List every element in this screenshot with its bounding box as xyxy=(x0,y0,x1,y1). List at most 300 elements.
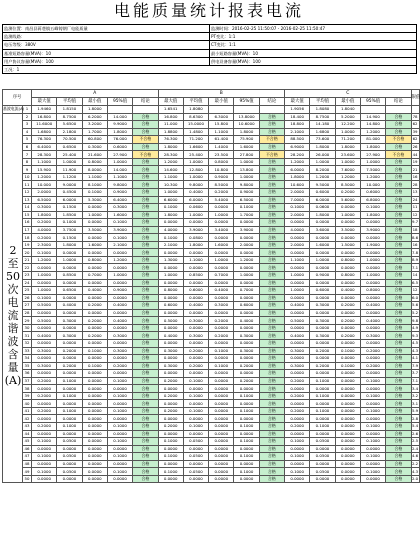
cell-b-3: 10.800 xyxy=(209,166,234,174)
cell-a-1: 0.1000 xyxy=(32,294,57,302)
cell-c-5: 合格 xyxy=(386,158,411,166)
limit-value: 18 xyxy=(412,227,418,233)
cell-b-3: 0.0000 xyxy=(209,339,234,347)
cell-c-1: 28.200 xyxy=(285,151,310,159)
cell-a-3: 60.800 xyxy=(82,136,107,144)
table-row xyxy=(3,362,420,370)
cell-c-4: 1.2000 xyxy=(360,173,385,181)
cell-b-5: 合格 xyxy=(259,211,284,219)
cell-c-2: 0.0500 xyxy=(310,468,335,476)
cell-a-1: 1.8000 xyxy=(32,211,57,219)
cell-b-2: 0.8500 xyxy=(183,272,208,280)
cell-b-1: 0.1000 xyxy=(158,453,183,461)
harmonic-order: 22 xyxy=(23,264,32,272)
cell-a-2: 0.4000 xyxy=(57,302,82,310)
cell-c-4: 1.8000 xyxy=(360,143,385,151)
limit-value: 3.2 xyxy=(411,393,419,399)
cell-c-5: 合格 xyxy=(386,407,411,415)
cell-c-4: 0.0000 xyxy=(360,355,385,363)
harmonic-order: 8 xyxy=(23,158,32,166)
harmonic-table xyxy=(2,89,420,483)
cell-c-1: 0.2000 xyxy=(285,422,310,430)
cell-b-1: 0.1000 xyxy=(158,438,183,446)
limit-value: 21 xyxy=(412,166,418,172)
limit-value: 44 xyxy=(412,151,418,157)
cell-c-1: 0.0000 xyxy=(285,339,310,347)
cell-c-4: 0.0000 xyxy=(360,234,385,242)
cell-a-2: 0.1000 xyxy=(57,377,82,385)
cell-b-5: 合格 xyxy=(259,377,284,385)
cell-b-1: 2.1000 xyxy=(158,241,183,249)
cell-c-5: 合格 xyxy=(386,370,411,378)
cell-b-4: 0.4000 xyxy=(234,317,259,325)
cell-c-3: 1.0000 xyxy=(335,211,360,219)
info-time: 监测时间：2016-02-25 11:50:07 - 2016-02-25 11:50:47 xyxy=(210,25,417,33)
limit-value: 4.6 xyxy=(411,453,419,459)
cell-a-1: 0.2000 xyxy=(32,234,57,242)
harmonic-order: 27 xyxy=(23,302,32,310)
header-sub-4: 95%值 xyxy=(107,98,132,106)
cell-a-2: 0.0000 xyxy=(57,294,82,302)
harmonic-order: 10 xyxy=(23,173,32,181)
cell-a-3: 0.0000 xyxy=(82,339,107,347)
cell-c-4 xyxy=(360,106,385,114)
cell-a-5: 合格 xyxy=(133,158,158,166)
cell-a-2: 0.1000 xyxy=(57,422,82,430)
cell-c-1: 0.3000 xyxy=(285,362,310,370)
cell-b-5: 合格 xyxy=(259,453,284,461)
table-row xyxy=(3,407,420,415)
cell-a-5: 合格 xyxy=(133,249,158,257)
cell-b-3: 0.8000 xyxy=(209,158,234,166)
cell-b-1: 0.2000 xyxy=(158,422,183,430)
cell-c-3: 0.0000 xyxy=(335,355,360,363)
cell-a-3: 0.0000 xyxy=(82,460,107,468)
cell-b-1: 1.8800 xyxy=(158,128,183,136)
cell-b-5: 不合格 xyxy=(259,136,284,144)
cell-c-2: 0.0000 xyxy=(310,415,335,423)
cell-b-2: 0.0500 xyxy=(183,438,208,446)
cell-c-4: 0.1000 xyxy=(360,422,385,430)
harmonic-order: 33 xyxy=(23,347,32,355)
cell-a-5: 合格 xyxy=(133,317,158,325)
table-row xyxy=(3,264,420,272)
cell-c-5: 合格 xyxy=(386,272,411,280)
cell-a-4: 0.0000 xyxy=(107,324,132,332)
cell-a-2: 0.1000 xyxy=(57,219,82,227)
report-title: 电能质量统计报表电流 xyxy=(113,1,304,20)
cell-a-5: 合格 xyxy=(133,234,158,242)
cell-c-2: 0.0000 xyxy=(310,249,335,257)
cell-b-1: 0.6000 xyxy=(158,302,183,310)
cell-b-4: 75.900 xyxy=(234,136,259,144)
info-ct: CT变比：1:1 xyxy=(210,41,417,49)
cell-b-4: 0.0000 xyxy=(234,264,259,272)
cell-b-2: 0.0000 xyxy=(183,460,208,468)
cell-c-4: 3.9000 xyxy=(360,226,385,234)
cell-b-3 xyxy=(209,106,234,114)
cell-b-1: 1.8000 xyxy=(158,143,183,151)
cell-c-2: 0.0500 xyxy=(310,453,335,461)
cell-b-2: 1.4800 xyxy=(183,128,208,136)
cell-b-5: 合格 xyxy=(259,430,284,438)
cell-a-5: 合格 xyxy=(133,370,158,378)
cell-c-3: 0.0000 xyxy=(335,339,360,347)
cell-a-5: 合格 xyxy=(133,438,158,446)
cell-b-2: 0.0000 xyxy=(183,445,208,453)
harmonic-order: 1 xyxy=(23,106,32,114)
cell-a-4: 3.9000 xyxy=(107,226,132,234)
cell-a-1: 0.1000 xyxy=(32,438,57,446)
cell-b-5: 合格 xyxy=(259,445,284,453)
cell-a-3: 0.1000 xyxy=(82,347,107,355)
harmonic-order: 31 xyxy=(23,332,32,340)
cell-b-4: 13.8000 xyxy=(234,113,259,121)
cell-b-1: 0.4000 xyxy=(158,332,183,340)
side-label-char: (A) xyxy=(4,374,22,387)
limit-value: 16 xyxy=(412,174,418,180)
header-sub-4: 95%值 xyxy=(234,98,259,106)
cell-a-4: 1.0000 xyxy=(107,158,132,166)
cell-c-1: 1.2000 xyxy=(285,158,310,166)
limit-value: 9.7 xyxy=(411,219,419,225)
cell-b-2: 6.0000 xyxy=(183,196,208,204)
cell-c-4: 0.6000 xyxy=(360,189,385,197)
harmonic-order: 4 xyxy=(23,128,32,136)
info-supply-cap: 供电设备容量(MVA)：100 xyxy=(210,57,417,65)
cell-b-5: 合格 xyxy=(259,324,284,332)
cell-a-3: 1.1000 xyxy=(82,173,107,181)
harmonic-order: 19 xyxy=(23,241,32,249)
cell-a-2: 0.0000 xyxy=(57,339,82,347)
cell-a-4: 0.3000 xyxy=(107,347,132,355)
cell-a-4: 0.9000 xyxy=(107,287,132,295)
cell-b-4: 1.8000 xyxy=(234,128,259,136)
harmonic-order: 21 xyxy=(23,256,32,264)
cell-c-5: 合格 xyxy=(386,468,411,476)
header-limit: 限值 xyxy=(411,90,419,106)
table-row xyxy=(3,445,420,453)
cell-c-3: 12.200 xyxy=(335,121,360,129)
cell-c-4: 14.800 xyxy=(360,121,385,129)
cell-b-4: 0.0000 xyxy=(234,355,259,363)
limit-value: 6.5 xyxy=(411,279,419,285)
cell-c-1: 0.1000 xyxy=(285,438,310,446)
cell-c-3: 0.8000 xyxy=(335,256,360,264)
cell-c-2: 0.0000 xyxy=(310,400,335,408)
cell-a-1: 0.0000 xyxy=(32,264,57,272)
cell-b-2: 0.1000 xyxy=(183,392,208,400)
cell-a-5: 合格 xyxy=(133,347,158,355)
harmonic-order: 13 xyxy=(23,196,32,204)
cell-b-2: 0.2000 xyxy=(183,347,208,355)
cell-a-1: 2.0000 xyxy=(32,189,57,197)
cell-c-1: 18.800 xyxy=(285,121,310,129)
cell-b-1: 0.0000 xyxy=(158,294,183,302)
cell-c-2: 1.6800 xyxy=(310,128,335,136)
header-item: 序号 xyxy=(3,90,32,106)
cell-b-1: 0.2000 xyxy=(158,407,183,415)
cell-c-5: 合格 xyxy=(386,113,411,121)
cell-c-1: 0.0000 xyxy=(285,400,310,408)
cell-a-3: 0.0000 xyxy=(82,324,107,332)
cell-a-3: 0.0000 xyxy=(82,355,107,363)
cell-a-4: 6.4000 xyxy=(107,196,132,204)
cell-a-3: 8.0000 xyxy=(82,166,107,174)
cell-b-1: 0.0000 xyxy=(158,445,183,453)
cell-b-5: 合格 xyxy=(259,422,284,430)
cell-b-5: 合格 xyxy=(259,302,284,310)
cell-b-5: 合格 xyxy=(259,196,284,204)
cell-a-1: 10.000 xyxy=(32,181,57,189)
cell-b-1: 0.0000 xyxy=(158,370,183,378)
cell-c-2: 1.0000 xyxy=(310,256,335,264)
cell-b-1: 76.300 xyxy=(158,136,183,144)
cell-c-5: 合格 xyxy=(386,339,411,347)
cell-a-4: 0.1000 xyxy=(107,422,132,430)
cell-b-3: 0.1000 xyxy=(209,347,234,355)
info-voltage: 电压等级：380V xyxy=(3,41,210,49)
cell-c-2: 0.6000 xyxy=(310,287,335,295)
cell-b-2: 15.0000 xyxy=(183,121,208,129)
cell-c-1: 0.1000 xyxy=(285,453,310,461)
harmonic-order: 9 xyxy=(23,166,32,174)
cell-c-1: 0.0000 xyxy=(285,219,310,227)
cell-a-2: 2.1800 xyxy=(57,128,82,136)
cell-c-2: 0.0000 xyxy=(310,234,335,242)
cell-b-3: 1.1000 xyxy=(209,128,234,136)
cell-c-5: 合格 xyxy=(386,234,411,242)
cell-b-3: 0.0000 xyxy=(209,468,234,476)
cell-b-2: 0.3000 xyxy=(183,317,208,325)
cell-a-1: 0.0000 xyxy=(32,475,57,483)
cell-c-5: 合格 xyxy=(386,121,411,129)
cell-a-4: 9.8000 xyxy=(107,181,132,189)
cell-a-2: 0.0000 xyxy=(57,460,82,468)
cell-b-4: 0.0000 xyxy=(234,234,259,242)
cell-c-5: 合格 xyxy=(386,422,411,430)
cell-b-5: 合格 xyxy=(259,226,284,234)
cell-a-5: 合格 xyxy=(133,226,158,234)
cell-c-5: 合格 xyxy=(386,204,411,212)
cell-a-3: 0.0000 xyxy=(82,370,107,378)
cell-a-5: 合格 xyxy=(133,173,158,181)
header-sub-4: 95%值 xyxy=(360,98,385,106)
cell-b-4 xyxy=(234,106,259,114)
limit-value: 62 xyxy=(412,136,418,142)
cell-b-4: 10.6000 xyxy=(234,121,259,129)
cell-a-5: 合格 xyxy=(133,468,158,476)
cell-c-3: 23.600 xyxy=(335,151,360,159)
cell-a-5: 合格 xyxy=(133,211,158,219)
cell-b-2: 1.0000 xyxy=(183,158,208,166)
cell-b-5: 合格 xyxy=(259,460,284,468)
limit-value: 39 xyxy=(412,128,418,134)
cell-b-2: 0.0000 xyxy=(183,415,208,423)
cell-c-5: 合格 xyxy=(386,241,411,249)
cell-c-2: 26.000 xyxy=(310,151,335,159)
cell-c-4: 0.0000 xyxy=(360,445,385,453)
cell-a-1: 0.1000 xyxy=(32,249,57,257)
side-label-char: 谐 xyxy=(7,322,19,335)
harmonic-order: 37 xyxy=(23,377,32,385)
cell-c-4: 0.4000 xyxy=(360,317,385,325)
cell-c-4: 10.000 xyxy=(360,181,385,189)
harmonic-order: 47 xyxy=(23,453,32,461)
cell-c-2: 0.1000 xyxy=(310,392,335,400)
cell-a-4: 2.1000 xyxy=(107,241,132,249)
table-row xyxy=(3,196,420,204)
harmonic-order: 48 xyxy=(23,460,32,468)
cell-c-3: 1.8000 xyxy=(335,143,360,151)
cell-c-3: 0.0000 xyxy=(335,370,360,378)
cell-b-1: 6.6000 xyxy=(158,196,183,204)
cell-b-1: 1.1000 xyxy=(158,173,183,181)
cell-b-2: 0.0500 xyxy=(183,468,208,476)
cell-c-1: 0.0000 xyxy=(285,324,310,332)
cell-c-4: 0.0000 xyxy=(360,370,385,378)
cell-b-2: 0.0000 xyxy=(183,370,208,378)
cell-b-5: 合格 xyxy=(259,339,284,347)
limit-value: 5.2 xyxy=(411,310,419,316)
limit-value: 5.6 xyxy=(411,302,419,308)
cell-a-4: 0.0000 xyxy=(107,400,132,408)
harmonic-order: 11 xyxy=(23,181,32,189)
cell-a-3: 0.1000 xyxy=(82,189,107,197)
cell-c-5: 合格 xyxy=(386,181,411,189)
side-label-char: 流 xyxy=(7,309,19,322)
cell-a-5: 合格 xyxy=(133,219,158,227)
cell-b-4: 0.3000 xyxy=(234,332,259,340)
cell-a-3: 3.2000 xyxy=(82,121,107,129)
cell-b-3: 0.0000 xyxy=(209,415,234,423)
cell-b-1: 0.0000 xyxy=(158,385,183,393)
cell-c-3: 0.0000 xyxy=(335,430,360,438)
table-row xyxy=(3,219,420,227)
cell-b-3: 0.0000 xyxy=(209,219,234,227)
cell-c-4: 0.0000 xyxy=(360,279,385,287)
cell-a-4: 1.6000 xyxy=(107,211,132,219)
harmonic-order: 45 xyxy=(23,438,32,446)
cell-a-4: 9.9000 xyxy=(107,121,132,129)
cell-a-4: 0.1000 xyxy=(107,438,132,446)
cell-c-3: 0.0000 xyxy=(335,438,360,446)
limit-value: 2.6 xyxy=(411,430,419,436)
cell-c-1: 1.0000 xyxy=(285,287,310,295)
cell-b-5: 合格 xyxy=(259,219,284,227)
cell-a-3: 0.8000 xyxy=(82,256,107,264)
limit-value: 28 xyxy=(412,181,418,187)
cell-c-3: 0.0000 xyxy=(335,392,360,400)
limit-value: 2.8 xyxy=(411,415,419,421)
cell-b-1: 0.5000 xyxy=(158,317,183,325)
cell-a-5: 合格 xyxy=(133,385,158,393)
side-label-char: 次 xyxy=(7,283,19,296)
cell-c-2: 1.2000 xyxy=(310,173,335,181)
cell-c-1: 0.4000 xyxy=(285,332,310,340)
cell-c-5: 合格 xyxy=(386,219,411,227)
cell-a-4: 0.1000 xyxy=(107,234,132,242)
cell-b-1: 0.0000 xyxy=(158,339,183,347)
cell-c-3: 8.5000 xyxy=(335,181,360,189)
table-row xyxy=(3,453,420,461)
header-phase-c: C xyxy=(285,90,412,98)
cell-c-1: 0.5000 xyxy=(285,317,310,325)
harmonic-order: 50 xyxy=(23,475,32,483)
cell-a-2: 0.0000 xyxy=(57,309,82,317)
cell-a-1: 0.0000 xyxy=(32,339,57,347)
cell-b-1: 14.600 xyxy=(158,166,183,174)
cell-a-3: 0.7000 xyxy=(82,272,107,280)
cell-a-4: 0.4000 xyxy=(107,302,132,310)
cell-a-4: 0.0000 xyxy=(107,385,132,393)
cell-a-3: 0.2000 xyxy=(82,332,107,340)
cell-c-2: 0.3000 xyxy=(310,332,335,340)
cell-b-3: 0.0000 xyxy=(209,385,234,393)
cell-a-1: 4.0000 xyxy=(32,226,57,234)
cell-b-4: 0.7000 xyxy=(234,287,259,295)
limit-value: 78 xyxy=(412,113,418,119)
cell-c-3: 1.0000 xyxy=(335,128,360,136)
cell-c-4: 7.5000 xyxy=(360,166,385,174)
table-row xyxy=(3,256,420,264)
cell-a-5: 合格 xyxy=(133,279,158,287)
cell-c-4: 1.0000 xyxy=(360,256,385,264)
cell-c-5: 合格 xyxy=(386,362,411,370)
cell-a-1: 1.0000 xyxy=(32,272,57,280)
cell-b-2: 0.0000 xyxy=(183,400,208,408)
cell-c-1: 88.500 xyxy=(285,136,310,144)
harmonic-order: 38 xyxy=(23,385,32,393)
cell-a-5: 合格 xyxy=(133,204,158,212)
table-row xyxy=(3,377,420,385)
table-row xyxy=(3,113,420,121)
cell-a-2: 1.0000 xyxy=(57,256,82,264)
table-row xyxy=(3,211,420,219)
cell-b-5: 合格 xyxy=(259,400,284,408)
cell-b-4: 0.0000 xyxy=(234,460,259,468)
cell-c-1: 18.400 xyxy=(285,113,310,121)
cell-b-2: 0.6000 xyxy=(183,287,208,295)
cell-a-2: 25.400 xyxy=(57,151,82,159)
cell-c-3: 0.0000 xyxy=(335,468,360,476)
harmonic-order: 29 xyxy=(23,317,32,325)
harmonic-order: 7 xyxy=(23,151,32,159)
cell-b-3: 0.0000 xyxy=(209,370,234,378)
cell-a-3: 0.8000 xyxy=(82,158,107,166)
cell-c-1: 0.0000 xyxy=(285,234,310,242)
cell-a-1: 0.1000 xyxy=(32,453,57,461)
cell-c-1: 0.0000 xyxy=(285,355,310,363)
cell-c-1: 0.0000 xyxy=(285,385,310,393)
cell-c-2: 3.6000 xyxy=(310,226,335,234)
cell-c-3: 0.0000 xyxy=(335,294,360,302)
harmonic-order: 25 xyxy=(23,287,32,295)
cell-a-3: 0.0000 xyxy=(82,400,107,408)
cell-a-1: 0.0000 xyxy=(32,385,57,393)
cell-b-4: 9.8000 xyxy=(234,181,259,189)
cell-a-3: 0.0000 xyxy=(82,468,107,476)
cell-b-5: 合格 xyxy=(259,407,284,415)
cell-b-2: 25.400 xyxy=(183,151,208,159)
cell-c-4: 0.0000 xyxy=(360,400,385,408)
cell-a-2: 1.8150 xyxy=(57,106,82,114)
table-row xyxy=(3,173,420,181)
cell-c-5: 合格 xyxy=(386,445,411,453)
cell-a-2: 0.0000 xyxy=(57,324,82,332)
cell-a-3: 0.0000 xyxy=(82,249,107,257)
cell-a-1: 1.2000 xyxy=(32,256,57,264)
